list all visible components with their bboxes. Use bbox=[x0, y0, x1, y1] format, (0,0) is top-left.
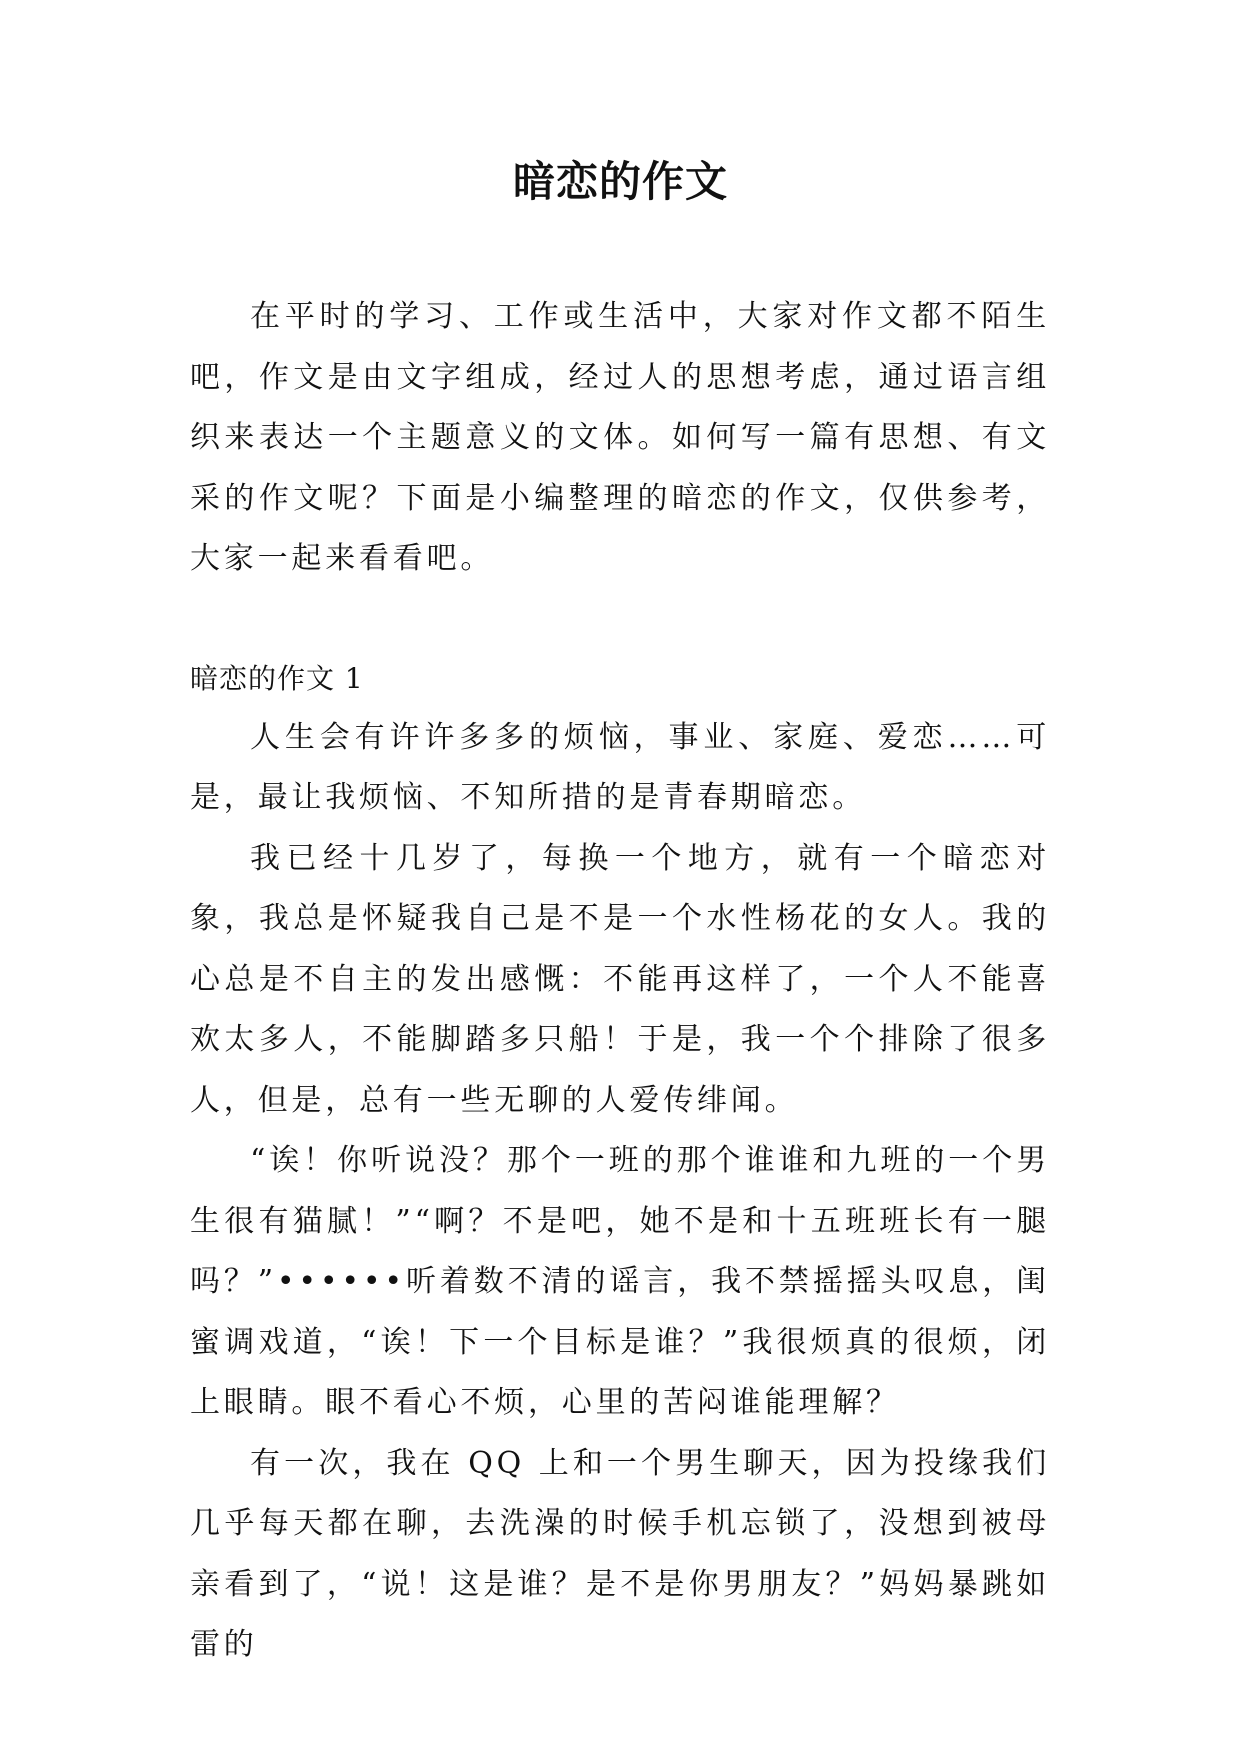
document-body bbox=[190, 287, 1050, 1676]
body-paragraph: 有一次，我在 QQ 上和一个男生聊天，因为投缘我们几乎每天都在聊，去洗澡的时候手机忘锁了，没想到被母亲看到了，“说！这是谁？是不是你男朋友？”妈妈暴跳如雷的 bbox=[190, 1445, 1050, 1662]
section-heading: 暗恋的作文 1 bbox=[190, 661, 364, 695]
body-paragraph: 我已经十几岁了，每换一个地方，就有一个暗恋对象，我总是怀疑我自己是不是一个水性杨花的女人。我的心总是不自主的发出感慨：不能再这样了，一个人不能喜欢太多人，不能脚踏多只船！于是，我一个个排除了很多人，但是，总有一些无聊的人爱传绯闻。 bbox=[190, 840, 1050, 1118]
body-paragraph: “诶！你听说没？那个一班的那个谁谁和九班的一个男生很有猫腻！”“啊？不是吧，她不是和十五班班长有一腿吗？”••••••听着数不清的谣言，我不禁摇摇头叹息，闺蜜调戏道，“诶！下一个目标是谁？”我很烦真的很烦，闭上眼睛。眼不看心不烦，心里的苦闷谁能理解？ bbox=[190, 1143, 1050, 1420]
intro-paragraph: 在平时的学习、工作或生活中，大家对作文都不陌生吧，作文是由文字组成，经过人的思想考虑，通过语言组织来表达一个主题意义的文体。如何写一篇有思想、有文采的作文呢？下面是小编整理的暗恋的作文，仅供参考，大家一起来看看吧。 bbox=[190, 299, 1050, 576]
document-title: 暗恋的作文 bbox=[512, 157, 728, 206]
body-paragraph: 人生会有许许多多的烦恼，事业、家庭、爱恋……可是，最让我烦恼、不知所措的是青春期暗恋。 bbox=[190, 719, 1050, 815]
